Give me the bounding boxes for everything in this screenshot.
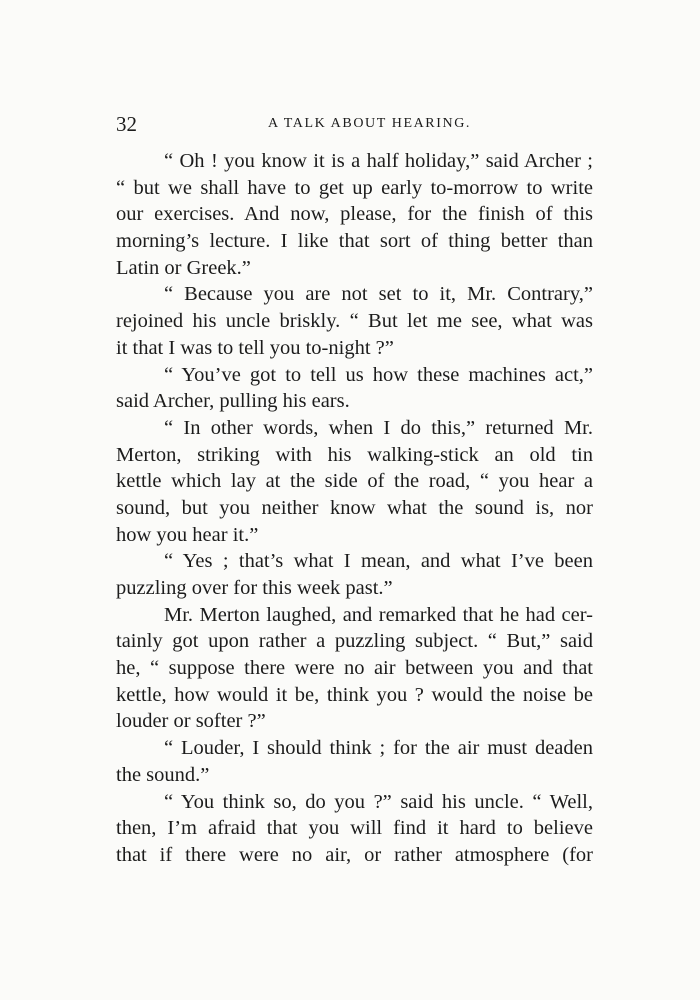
text-line: tainly got upon rather a puzzling subject. “ But,” said xyxy=(116,630,593,653)
text-line: “ Oh ! you know it is a half holiday,” said Archer ; xyxy=(164,150,593,172)
text-line: that if there were no air, or rather atmosphere (for xyxy=(116,843,593,866)
text-line: kettle which lay at the side of the road, “ you hear a xyxy=(116,470,593,493)
text-line: louder or softer ?” xyxy=(116,710,266,733)
page-header xyxy=(116,112,593,138)
text-line: then, I’m afraid that you will find it hard to believe xyxy=(116,817,593,840)
text-line: puzzling over for this week past.” xyxy=(116,577,393,599)
text-line: “ Louder, I should think ; for the air must deaden xyxy=(164,737,593,760)
text-line: our exercises. And now, please, for the finish of this xyxy=(116,203,593,226)
text-line: “ You’ve got to tell us how these machines act,” xyxy=(164,363,593,386)
text-line: “ Because you are not set to it, Mr. Contrary,” xyxy=(164,283,593,306)
page-number: 32 xyxy=(116,112,137,136)
text-line: he, “ suppose there were no air between you and that xyxy=(116,657,593,680)
text-line: “ In other words, when I do this,” returned Mr. xyxy=(164,416,593,439)
text-line: “ Yes ; that’s what I mean, and what I’ve been xyxy=(164,550,593,573)
text-line: “ but we shall have to get up early to-morrow to write xyxy=(116,176,593,199)
text-line: Merton, striking with his walking-stick an old tin xyxy=(116,443,593,466)
running-title: A TALK ABOUT HEARING. xyxy=(267,116,472,131)
text-line: “ You think so, do you ?” said his uncle. “ Well, xyxy=(164,790,593,813)
text-line: sound, but you neither know what the sound is, nor xyxy=(116,496,593,519)
text-line: the sound.” xyxy=(116,763,210,786)
text-line: how you hear it.” xyxy=(116,523,259,546)
text-line: kettle, how would it be, think you ? would the noise be xyxy=(116,683,593,706)
text-line: Mr. Merton laughed, and remarked that he had cer- xyxy=(164,603,593,626)
text-line: it that I was to tell you to-night ?” xyxy=(116,336,394,359)
text-line: Latin or Greek.” xyxy=(116,256,251,279)
text-line: rejoined his uncle briskly. “ But let me see, what was xyxy=(116,310,593,333)
text-line: said Archer, pulling his ears. xyxy=(116,390,350,413)
text-line: morning’s lecture. I like that sort of thing better than xyxy=(116,230,593,253)
page-body-text xyxy=(116,148,593,869)
